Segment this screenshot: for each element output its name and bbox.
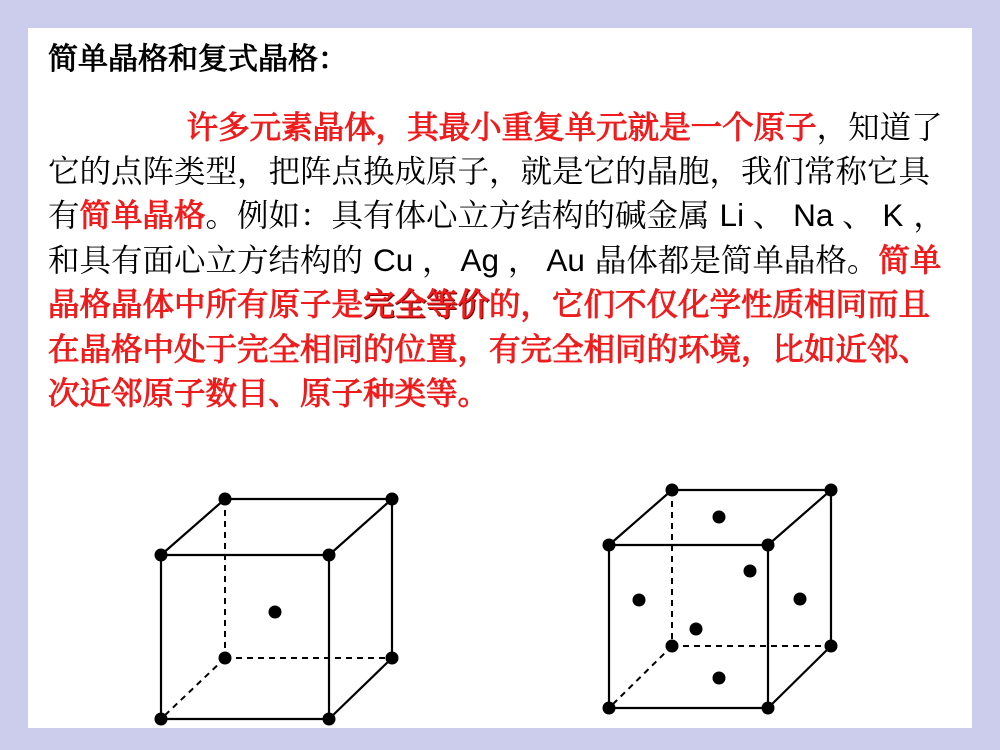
text-segment-noble-metals: Cu ， Ag ， Au bbox=[373, 241, 585, 278]
face-center-atom bbox=[633, 594, 646, 607]
atom-dot bbox=[825, 484, 838, 497]
text-segment-6: ，和具有面心立方结构的 bbox=[48, 198, 945, 279]
text-segment-9: 简单晶格晶体中所有原子是 bbox=[48, 241, 942, 323]
atom-dot bbox=[666, 484, 679, 497]
face-center-atom bbox=[794, 593, 807, 606]
text-segment-11: 的，它们不仅化学性质相同而且在晶格中处于完全相同的位置，有完全相同的环境，比如近邻、次近邻原子数目、原子种类等。 bbox=[48, 286, 931, 412]
text-segment-simple-lattice: 简单晶格 bbox=[79, 197, 206, 234]
slide-title: 简单晶格和复式晶格： bbox=[48, 42, 348, 77]
face-center-atom bbox=[744, 565, 757, 578]
text-segment-8: 晶体都是简单晶格。 bbox=[584, 242, 879, 279]
atom-dot bbox=[825, 640, 838, 653]
text-segment-fully-equivalent: 完全等价 bbox=[363, 286, 490, 323]
atom-dot bbox=[762, 539, 775, 552]
atom-dot bbox=[603, 702, 616, 715]
text-segment-alkali-metals: Li 、 Na 、 K bbox=[719, 197, 904, 233]
atom-dot bbox=[666, 640, 679, 653]
face-center-atom bbox=[690, 623, 703, 636]
text-segment-1: 许多元素晶体，其最小重复单元就是一个原子 bbox=[186, 109, 817, 146]
face-center-atom bbox=[713, 511, 726, 524]
text-segment-4: 。例如：具有体心立方结构的碱金属 bbox=[205, 198, 720, 234]
atom-dot bbox=[762, 702, 775, 715]
atom-dot bbox=[603, 539, 616, 552]
text-segment-2: ，知道了它的点阵类型，把阵点换成原子，就是它的晶胞，我们常称它具有 bbox=[48, 110, 943, 234]
face-center-atom bbox=[713, 672, 726, 685]
